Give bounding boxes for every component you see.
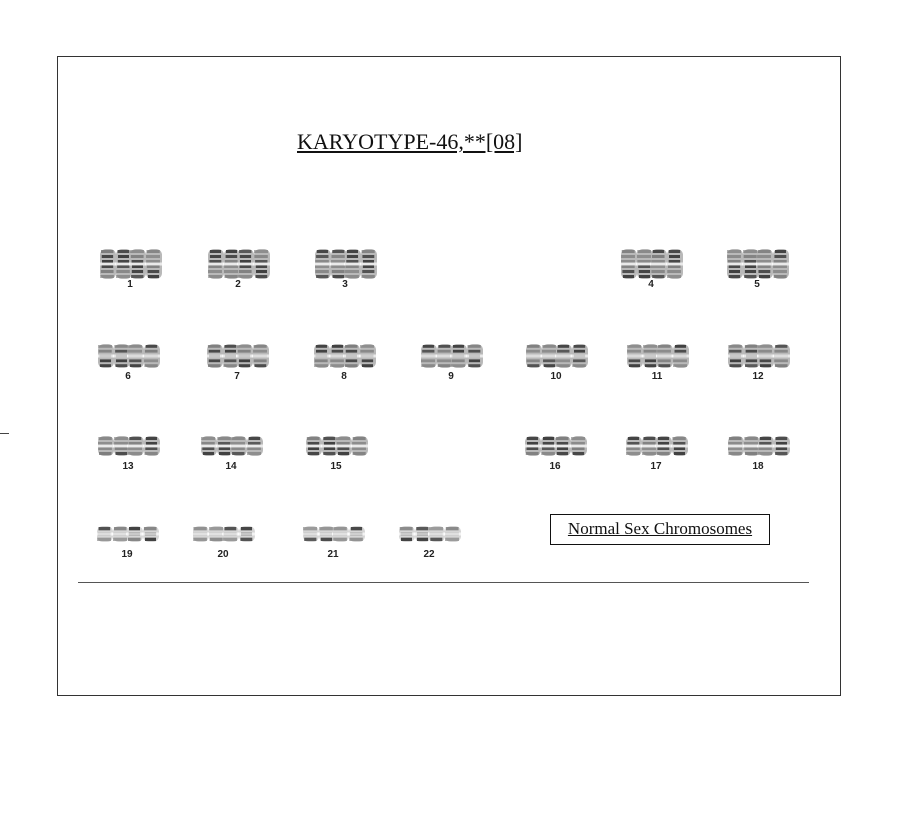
chromosome-number: 10 bbox=[550, 371, 562, 382]
chromosome-pair-image bbox=[88, 428, 168, 464]
chromosome-pair-image bbox=[87, 516, 167, 552]
chromosome-pair-image bbox=[197, 338, 277, 374]
chromosome-number: 14 bbox=[225, 461, 237, 472]
chromosome-pair-17 bbox=[616, 428, 696, 476]
chromosome-pair-12 bbox=[718, 338, 798, 386]
chromosome-number: 7 bbox=[234, 371, 240, 382]
chromosome-pair-image bbox=[305, 246, 385, 282]
chromosome-pair-13 bbox=[88, 428, 168, 476]
chromosome-pair-22 bbox=[389, 516, 469, 564]
chromosome-pair-5 bbox=[717, 246, 797, 294]
chromosome-pair-19 bbox=[87, 516, 167, 564]
chromosome-number: 3 bbox=[342, 279, 348, 290]
chromosome-pair-image bbox=[718, 338, 798, 374]
chromosome-pair-4 bbox=[611, 246, 691, 294]
chromosome-pair-image bbox=[183, 516, 263, 552]
chromosome-number: 2 bbox=[235, 279, 241, 290]
chromosome-number: 20 bbox=[217, 549, 229, 560]
chromosome-pair-21 bbox=[293, 516, 373, 564]
chromosome-pair-8 bbox=[304, 338, 384, 386]
chromosome-pair-image bbox=[191, 428, 271, 464]
chromosome-pair-20 bbox=[183, 516, 263, 564]
chromosome-pair-image bbox=[411, 338, 491, 374]
chromosome-number: 1 bbox=[127, 279, 133, 290]
chromosome-pair-6 bbox=[88, 338, 168, 386]
chromosome-number: 13 bbox=[122, 461, 134, 472]
chromosome-pair-image bbox=[90, 246, 170, 282]
chromosome-pair-image bbox=[88, 338, 168, 374]
chromosome-number: 17 bbox=[650, 461, 662, 472]
chromosome-pair-9 bbox=[411, 338, 491, 386]
chromosome-pair-image bbox=[293, 516, 373, 552]
chromosome-pair-image bbox=[617, 338, 697, 374]
chromosome-number: 6 bbox=[125, 371, 131, 382]
chromosome-number: 4 bbox=[648, 279, 654, 290]
chromosome-number: 19 bbox=[121, 549, 133, 560]
chromosome-pair-14 bbox=[191, 428, 271, 476]
chromosome-number: 11 bbox=[651, 371, 663, 382]
chromosome-number: 18 bbox=[752, 461, 764, 472]
chromosome-pair-18 bbox=[718, 428, 798, 476]
chromosome-pair-image bbox=[718, 428, 798, 464]
chromosome-pair-image bbox=[717, 246, 797, 282]
chromosome-pair-image bbox=[389, 516, 469, 552]
chromosome-number: 12 bbox=[752, 371, 764, 382]
chromosome-number: 8 bbox=[341, 371, 347, 382]
chromosome-pair-7 bbox=[197, 338, 277, 386]
chromosome-pair-3 bbox=[305, 246, 385, 294]
chromosome-pair-image bbox=[616, 428, 696, 464]
chromosome-pair-image bbox=[515, 428, 595, 464]
chromosome-number: 15 bbox=[330, 461, 342, 472]
chromosome-pair-15 bbox=[296, 428, 376, 476]
chromosome-pair-image bbox=[304, 338, 384, 374]
chromosome-pair-image bbox=[611, 246, 691, 282]
chromosome-pair-image bbox=[296, 428, 376, 464]
chromosome-number: 22 bbox=[423, 549, 435, 560]
chromosome-pair-image bbox=[198, 246, 278, 282]
chromosome-pair-16 bbox=[515, 428, 595, 476]
margin-tick bbox=[0, 433, 9, 434]
chromosome-number: 9 bbox=[448, 371, 454, 382]
chromosome-pair-image bbox=[516, 338, 596, 374]
chromosome-number: 5 bbox=[754, 279, 760, 290]
chromosome-pair-1 bbox=[90, 246, 170, 294]
baseline-rule bbox=[78, 582, 809, 583]
chromosome-number: 16 bbox=[549, 461, 561, 472]
chromosome-number: 21 bbox=[327, 549, 339, 560]
chromosome-pair-2 bbox=[198, 246, 278, 294]
karyotype-title: KARYOTYPE-46,**[08] bbox=[297, 129, 523, 154]
chromosome-pair-11 bbox=[617, 338, 697, 386]
chromosome-pair-10 bbox=[516, 338, 596, 386]
sex-chromosome-label: Normal Sex Chromosomes bbox=[550, 514, 770, 545]
